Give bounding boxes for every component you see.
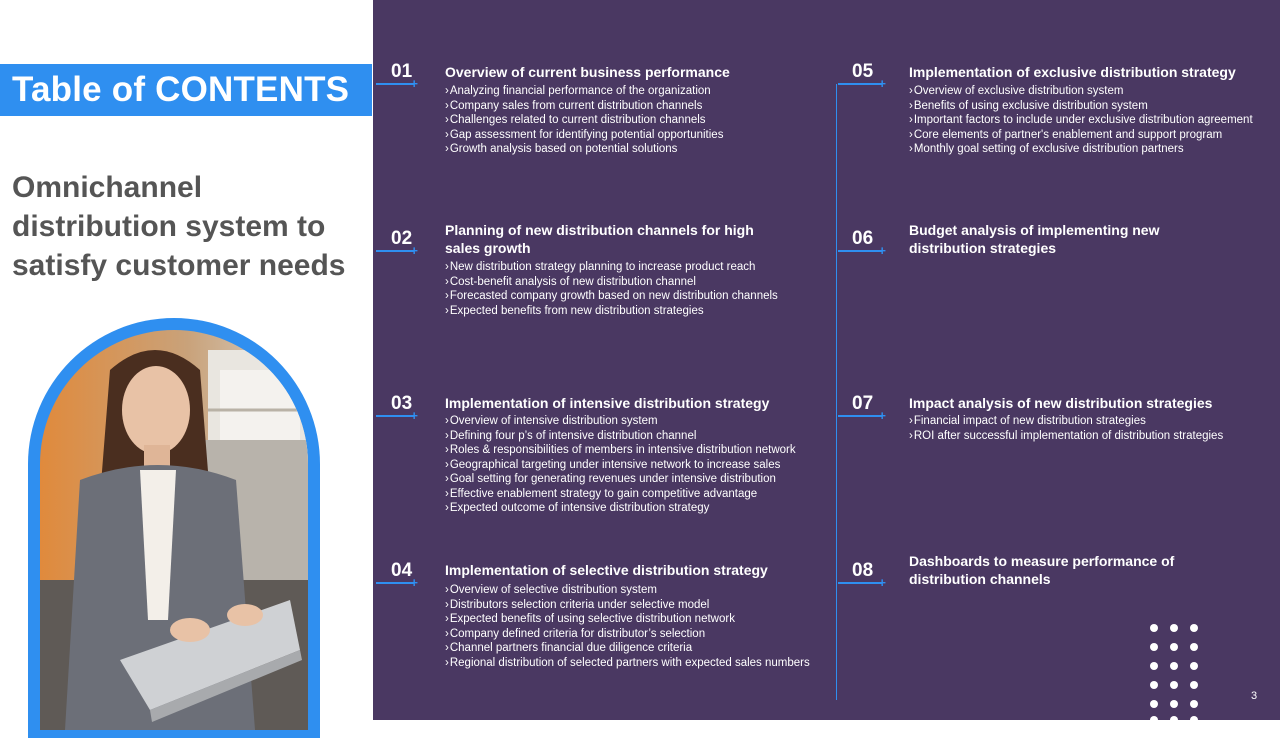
list-item: › Regional distribution of selected partners with expected sales numbers: [445, 656, 810, 671]
connector: [838, 575, 886, 590]
section-heading[interactable]: Planning of new distribution channels for high sales growth: [445, 222, 754, 256]
bullet-list: [909, 84, 1253, 157]
timeline-divider: [836, 84, 837, 700]
bullet-list: [445, 414, 796, 516]
list-item: › Cost-benefit analysis of new distribution channel: [445, 275, 778, 290]
plus-icon: +: [410, 243, 418, 258]
list-item: › Monthly goal setting of exclusive distribution partners: [909, 142, 1253, 157]
list-item: › Forecasted company growth based on new distribution channels: [445, 289, 778, 304]
plus-icon: +: [410, 575, 418, 590]
dot: [1150, 716, 1158, 720]
dot: [1190, 681, 1198, 689]
connector: [376, 243, 418, 258]
section-number: 02: [391, 228, 413, 249]
list-item: › Core elements of partner's enablement and support program: [909, 128, 1253, 143]
dot-grid-decoration: [1148, 622, 1208, 720]
dot: [1150, 624, 1158, 632]
list-item: › Distributors selection criteria under selective model: [445, 598, 810, 613]
connector: [376, 408, 418, 423]
connector: [376, 76, 418, 91]
plus-icon: +: [878, 575, 886, 590]
dot: [1150, 700, 1158, 708]
dot: [1150, 662, 1158, 670]
list-item: › Expected outcome of intensive distribution strategy: [445, 501, 796, 516]
dot: [1170, 700, 1178, 708]
section-number: 01: [391, 61, 413, 82]
title-banner: [0, 64, 372, 116]
left-panel: [0, 0, 373, 720]
presentation-subtitle: Omnichannel distribution system to satisfy customer needs: [12, 171, 346, 282]
list-item: › Effective enablement strategy to gain competitive advantage: [445, 487, 796, 502]
connector: [838, 408, 886, 423]
bullet-list: [445, 583, 810, 670]
dot: [1170, 681, 1178, 689]
section-heading[interactable]: Impact analysis of new distribution strategies: [909, 395, 1213, 411]
section-number: 06: [852, 228, 874, 249]
list-item: › Roles & responsibilities of members in intensive distribution network: [445, 443, 796, 458]
dot: [1190, 624, 1198, 632]
dot: [1190, 716, 1198, 720]
section-number: 07: [852, 393, 874, 414]
section-heading[interactable]: Overview of current business performance: [445, 64, 730, 80]
section-number: 04: [391, 560, 413, 581]
list-item: › Company sales from current distribution channels: [445, 99, 723, 114]
list-item: › Company defined criteria for distributor’s selection: [445, 627, 810, 642]
plus-icon: +: [878, 76, 886, 91]
bullet-list: [445, 260, 778, 318]
list-item: › Channel partners financial due diligence criteria: [445, 641, 810, 656]
connector: [838, 243, 886, 258]
connector: [838, 76, 886, 91]
section-number: 03: [391, 393, 413, 414]
section-number: 08: [852, 560, 874, 581]
list-item: › Gap assessment for identifying potential opportunities: [445, 128, 723, 143]
list-item: › Benefits of using exclusive distribution system: [909, 99, 1253, 114]
list-item: › Overview of selective distribution system: [445, 583, 810, 598]
list-item: › Geographical targeting under intensive network to increase sales: [445, 458, 796, 473]
list-item: › Overview of exclusive distribution system: [909, 84, 1253, 99]
list-item: › Goal setting for generating revenues under intensive distribution: [445, 472, 796, 487]
dot: [1170, 662, 1178, 670]
list-item: › Expected benefits of using selective distribution network: [445, 612, 810, 627]
section-heading[interactable]: Dashboards to measure performance of distribution channels: [909, 553, 1175, 587]
woman-with-laptop-photo: [40, 330, 308, 730]
dot: [1170, 624, 1178, 632]
dot: [1190, 662, 1198, 670]
section-heading[interactable]: Implementation of selective distribution strategy: [445, 562, 768, 578]
list-item: › New distribution strategy planning to increase product reach: [445, 260, 778, 275]
list-item: › Challenges related to current distribution channels: [445, 113, 723, 128]
dot: [1170, 716, 1178, 720]
section-heading[interactable]: Implementation of exclusive distribution strategy: [909, 64, 1236, 80]
plus-icon: +: [410, 408, 418, 423]
dot: [1190, 643, 1198, 651]
section-heading[interactable]: Implementation of intensive distribution strategy: [445, 395, 770, 411]
list-item: › Defining four p’s of intensive distribution channel: [445, 429, 796, 444]
connector: [376, 575, 418, 590]
list-item: › Overview of intensive distribution system: [445, 414, 796, 429]
dot: [1150, 681, 1158, 689]
dot: [1170, 643, 1178, 651]
list-item: › Financial impact of new distribution strategies: [909, 414, 1223, 429]
list-item: › Analyzing financial performance of the organization: [445, 84, 723, 99]
list-item: › Important factors to include under exclusive distribution agreement: [909, 113, 1253, 128]
section-heading[interactable]: Budget analysis of implementing new distribution strategies: [909, 222, 1160, 256]
dot: [1190, 700, 1198, 708]
plus-icon: +: [878, 408, 886, 423]
list-item: › ROI after successful implementation of distribution strategies: [909, 429, 1223, 444]
dot: [1150, 643, 1158, 651]
bullet-list: [445, 84, 723, 157]
list-item: › Growth analysis based on potential solutions: [445, 142, 723, 157]
page-title: Table of CONTENTS: [12, 70, 350, 109]
page-number: 3: [1251, 690, 1258, 702]
list-item: › Expected benefits from new distribution strategies: [445, 304, 778, 319]
section-number: 05: [852, 61, 874, 82]
plus-icon: +: [878, 243, 886, 258]
bullet-list: [909, 414, 1223, 443]
plus-icon: +: [410, 76, 418, 91]
